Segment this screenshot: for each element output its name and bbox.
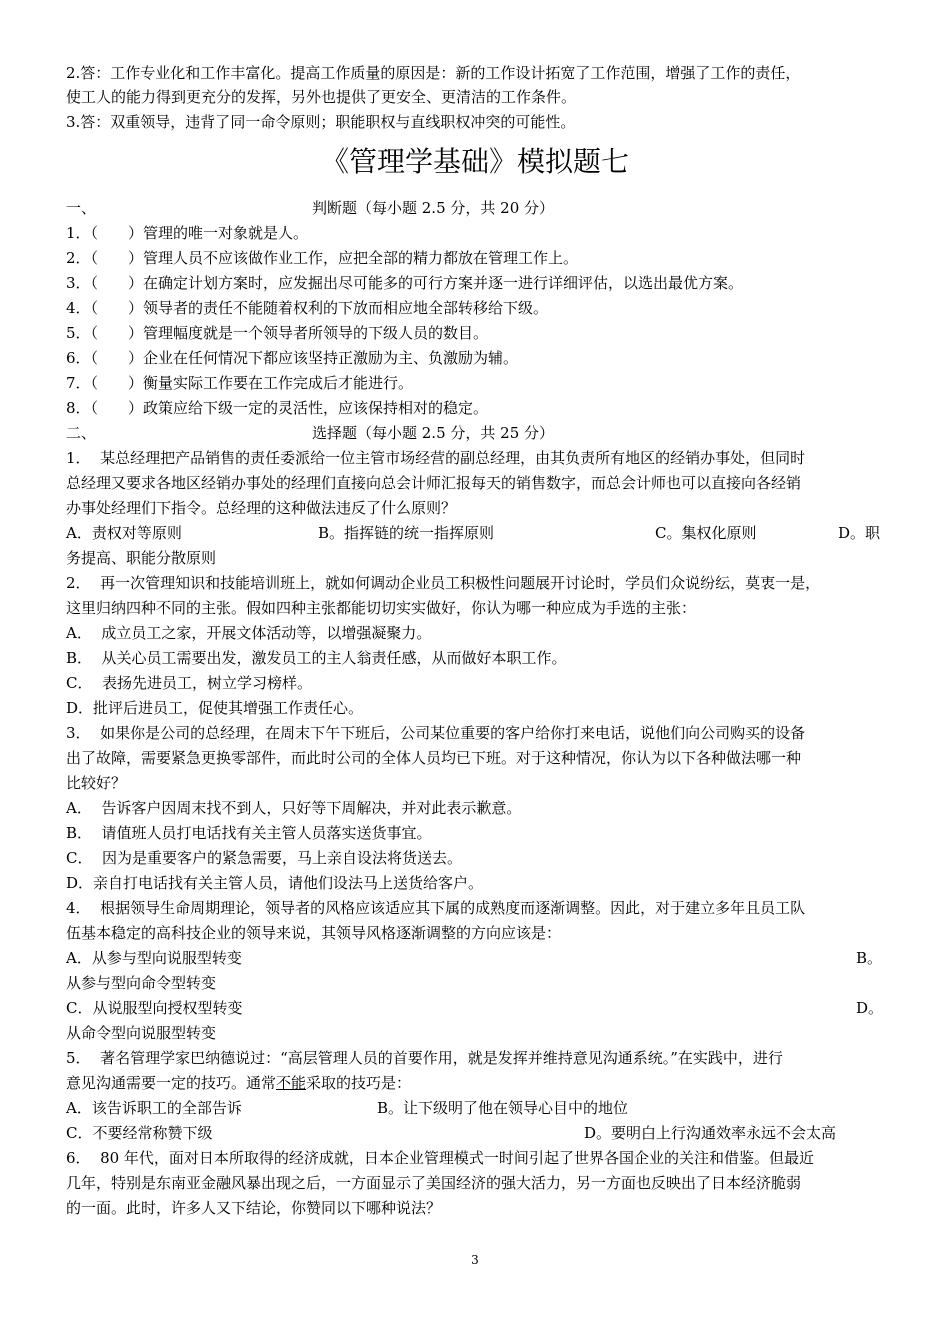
option-a: A．责权对等原则 <box>66 524 182 542</box>
option-d: D。要明白上行沟通效率永远不会太高 <box>584 1124 837 1142</box>
page-number: 3 <box>471 1253 479 1267</box>
question-line: 总经理又要求各地区经销办事处的经理们直接向总会计师汇报每天的销售数字，而总会计师也可以直接向各经销 <box>66 474 802 492</box>
option-line: C． 表扬先进员工，树立学习榜样。 <box>66 674 313 692</box>
option-line: A． 成立员工之家，开展文体活动等，以增强凝聚力。 <box>66 624 432 642</box>
question-text: 意见沟通需要一定的技巧。通常 <box>66 1074 277 1092</box>
judge-item: 1．（ ）管理的唯一对象就是人。 <box>66 224 309 242</box>
question-line: 办事处经理们下指令。总经理的这种做法违反了什么原则？ <box>66 499 457 517</box>
question-line: 4． 根据领导生命周期理论，领导者的风格应该适应其下属的成熟度而逐渐调整。因此，对于建立多年且员工队 <box>66 899 806 917</box>
option-line: A． 告诉客户因周末找不到人，只好等下周解决，并对此表示歉意。 <box>66 799 522 817</box>
judge-item: 6．（ ）企业在任何情况下都应该坚持正激励为主、负激励为辅。 <box>66 349 519 367</box>
section-number: 二、 <box>66 424 97 442</box>
option-c: C．不要经常称赞下级 <box>66 1124 213 1142</box>
option-b: B。指挥链的统一指挥原则 <box>318 524 495 542</box>
judge-item: 7．（ ）衡量实际工作要在工作完成后才能进行。 <box>66 374 414 392</box>
question-line: 5． 著名管理学家巴纳德说过：“高层管理人员的首要作用，就是发挥并维持意见沟通系统。”在实践中，进行 <box>66 1049 783 1067</box>
question-line: 的一面。此时，许多人又下结论，你赞同以下哪种说法？ <box>66 1199 442 1217</box>
option-d: D。职 <box>838 524 881 542</box>
question-line: 出了故障，需要紧急更换零部件，而此时公司的全体人员均已下班。对于这种情况，你认为以下各种做法哪一种 <box>66 749 802 767</box>
prev-answer-line: 2.答：工作专业化和工作丰富化。提高工作质量的原因是：新的工作设计拓宽了工作范围，增强了工作的责任， <box>66 64 801 82</box>
prev-answer-line: 使工人的能力得到更充分的发挥，另外也提供了更安全、更清洁的工作条件。 <box>66 88 577 106</box>
judge-item: 3．（ ）在确定计划方案时，应发掘出尽可能多的可行方案并逐一进行详细评估，以选出最优方案。 <box>66 274 744 292</box>
question-line: 几年，特别是东南亚金融风暴出现之后，一方面显示了美国经济的强大活力，另一方面也反映出了日本经济脆弱 <box>66 1174 802 1192</box>
question-line <box>66 1073 411 1093</box>
section-heading: 判断题（每小题 2.5 分，共 20 分） <box>312 199 555 217</box>
question-line: 2． 再一次管理知识和技能培训班上，就如何调动企业员工积极性问题展开讨论时，学员们众说纷纭，莫衷一是， <box>66 574 821 592</box>
option-b-continued: 从参与型向命令型转变 <box>66 974 217 992</box>
question-line: 这里归纳四种不同的主张。假如四种主张都能切切实实做好，你认为哪一种应成为手选的主张： <box>66 599 697 617</box>
option-a: A．从参与型向说服型转变 <box>66 949 242 967</box>
page-title: 《管理学基础》模拟题七 <box>320 145 629 178</box>
option-line: D．批评后进员工，促使其增强工作责任心。 <box>66 699 364 717</box>
prev-answer-line: 3.答：双重领导，违背了同一命令原则；职能职权与直线职权冲突的可能性。 <box>66 113 576 131</box>
section-heading: 选择题（每小题 2.5 分，共 25 分） <box>312 424 555 442</box>
option-line: B． 从关心员工需要出发，激发员工的主人翁责任感，从而做好本职工作。 <box>66 649 567 667</box>
option-b: B。 <box>856 949 883 967</box>
option-line: C． 因为是重要客户的紧急需要，马上亲自设法将货送去。 <box>66 849 463 867</box>
option-b: B。让下级明了他在领导心目中的地位 <box>377 1099 629 1117</box>
option-line: B． 请值班人员打电话找有关主管人员落实送货事宜。 <box>66 824 432 842</box>
judge-item: 4．（ ）领导者的责任不能随着权利的下放而相应地全部转移给下级。 <box>66 299 549 317</box>
judge-item: 8．（ ）政策应给下级一定的灵活性，应该保持相对的稳定。 <box>66 399 489 417</box>
option-c: C．从说服型向授权型转变 <box>66 999 243 1017</box>
question-text: 采取的技巧是： <box>306 1074 412 1092</box>
question-line: 6． 80 年代，面对日本所取得的经济成就，日本企业管理模式一时间引起了世界各国企业的关注和借鉴。但最近 <box>66 1149 814 1167</box>
option-d-continued: 从命令型向说服型转变 <box>66 1024 217 1042</box>
option-c: C。集权化原则 <box>655 524 757 542</box>
question-line: 伍基本稳定的高科技企业的领导来说，其领导风格逐渐调整的方向应该是： <box>66 924 562 942</box>
underlined-word: 不能 <box>276 1074 307 1092</box>
question-line: 1． 某总经理把产品销售的责任委派给一位主管市场经营的副总经理，由其负责所有地区的经销办事处，但同时 <box>66 449 806 467</box>
section-number: 一、 <box>66 199 97 217</box>
question-line: 3． 如果你是公司的总经理，在周末下午下班后，公司某位重要的客户给你打来电话，说他们向公司购买的设备 <box>66 724 806 742</box>
option-d-continued: 务提高、职能分散原则 <box>66 549 217 567</box>
question-line: 比较好？ <box>66 774 127 792</box>
judge-item: 5．（ ）管理幅度就是一个领导者所领导的下级人员的数目。 <box>66 324 489 342</box>
judge-item: 2．（ ）管理人员不应该做作业工作，应把全部的精力都放在管理工作上。 <box>66 249 579 267</box>
option-d: D。 <box>856 999 884 1017</box>
option-line: D．亲自打电话找有关主管人员，请他们设法马上送货给客户。 <box>66 874 484 892</box>
option-a: A．该告诉职工的全部告诉 <box>66 1099 242 1117</box>
